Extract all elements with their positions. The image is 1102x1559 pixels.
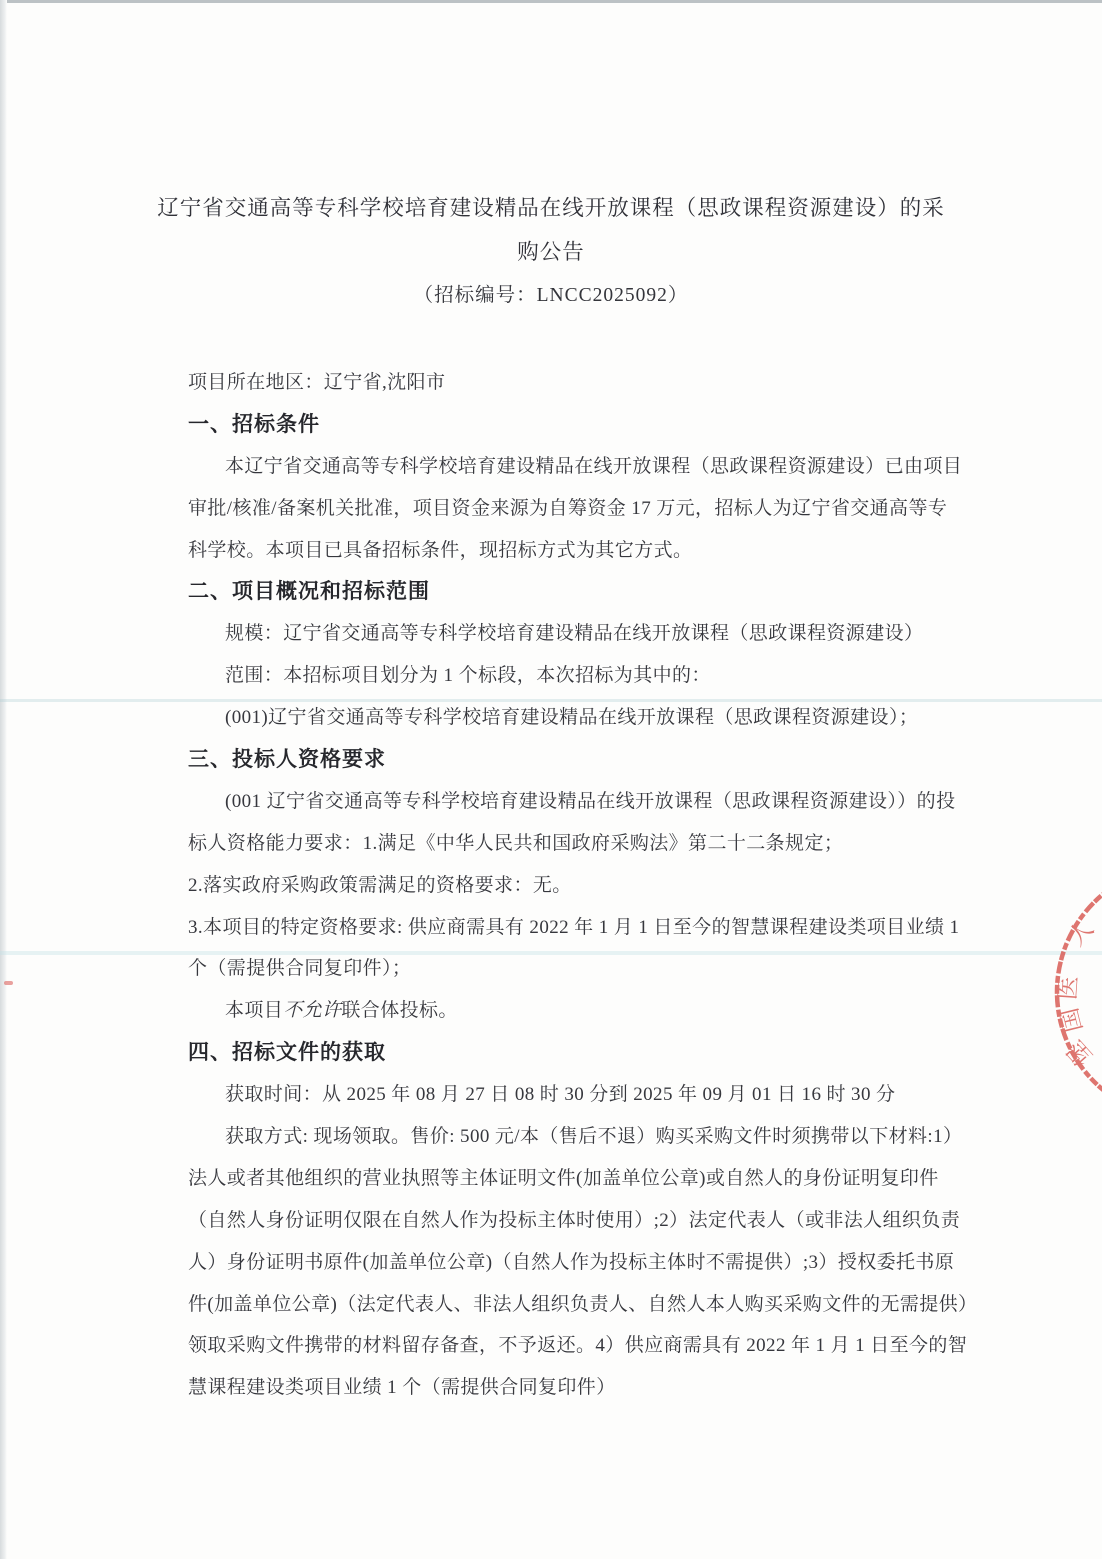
section4-paragraph-line: 慧课程建设类项目业绩 1 个（需提供合同复印件） <box>188 1377 616 1399</box>
tender-number: （招标编号：LNCC2025092） <box>413 285 689 306</box>
section4-paragraph-line: 件(加盖单位公章)（法定代表人、非法人组织负责人、自然人本人购买采购文件的无需提供） <box>188 1293 978 1315</box>
seal-glyph: 人 <box>1063 916 1100 952</box>
section-heading-2: 二、项目概况和招标范围 <box>188 579 430 604</box>
section3-paragraph-line: 3.本项目的特定资格要求: 供应商需具有 2022 年 1 月 1 日至今的智慧课程建设类项目业绩 1 <box>188 916 960 938</box>
section4-method-line: 获取方式: 现场领取。售价: 500 元/本（售后不退）购买采购文件时须携带以下材料:1） <box>225 1126 963 1148</box>
seal-ring <box>1057 865 1102 1119</box>
scan-red-mark <box>4 981 13 985</box>
section-heading-3: 三、投标人资格要求 <box>188 747 386 772</box>
section4-paragraph-line: 领取采购文件携带的材料留存备查，不予返还。4）供应商需具有 2022 年 1 月 1 日至今的智 <box>188 1335 968 1357</box>
seal-glyph: 国 <box>1056 1005 1089 1035</box>
red-seal-stamp <box>1040 858 1102 1150</box>
section2-scope-line: 范围：本招标项目划分为 1 个标段，本次招标为其中的： <box>225 665 711 687</box>
section3-paragraph-line: 2.落实政府采购政策需满足的资格要求：无。 <box>188 874 572 896</box>
page-top-edge <box>0 0 1102 3</box>
section2-lot-line: (001)辽宁省交通高等专科学校培育建设精品在线开放课程（思政课程资源建设）； <box>225 707 919 729</box>
section1-paragraph-line: 审批/核准/备案机关批准，项目资金来源为自筹资金 17 万元，招标人为辽宁省交通高等专 <box>188 497 948 519</box>
section3-paragraph-line: 个（需提供合同复印件）； <box>188 958 412 980</box>
joint-bid-emphasis: 不允许 <box>283 1000 342 1022</box>
section4-paragraph-line: 法人或者其他组织的营业执照等主体证明文件(加盖单位公章)或自然人的身份证明复印件 <box>188 1167 939 1189</box>
section4-paragraph-line: （自然人身份证明仅限在自然人作为投标主体时使用）;2）法定代表人（或非法人组织负责 <box>188 1209 961 1231</box>
document-body <box>188 362 978 1409</box>
section-heading-4: 四、招标文件的获取 <box>188 1040 386 1065</box>
section2-scale-line: 规模：辽宁省交通高等专科学校培育建设精品在线开放课程（思政课程资源建设） <box>225 623 924 645</box>
joint-bid-prefix: 本项目 <box>225 1000 284 1022</box>
seal-glyph: 医 <box>1055 975 1083 1001</box>
section3-paragraph-line: (001 辽宁省交通高等专科学校培育建设精品在线开放课程（思政课程资源建设））的投 <box>225 790 956 812</box>
section3-paragraph-line: 标人资格能力要求：1.满足《中华人民共和国政府采购法》第二十二条规定； <box>188 832 844 854</box>
document-title-line1: 辽宁省交通高等专科学校培育建设精品在线开放课程（思政课程资源建设）的采 <box>157 196 945 220</box>
seal-glyph: 堡 <box>1062 1034 1098 1070</box>
document-title-line2: 购公告 <box>517 240 585 264</box>
section4-paragraph-line: 人）身份证明书原件(加盖单位公章)（自然人作为投标主体时不需提供）;3）授权委托书原 <box>188 1251 955 1273</box>
section1-paragraph-line: 科学校。本项目已具备招标条件，现招标方式为其它方式。 <box>188 539 693 561</box>
section4-time-line: 获取时间：从 2025 年 08 月 27 日 08 时 30 分到 2025 年 09 月 01 日 16 时 30 分 <box>225 1084 896 1106</box>
joint-bid-suffix: 联合体投标。 <box>341 1000 458 1022</box>
joint-bid-line <box>188 990 948 1032</box>
document-title-block <box>0 186 1102 316</box>
project-location: 项目所在地区：辽宁省,沈阳市 <box>188 372 446 393</box>
section-heading-1: 一、招标条件 <box>188 411 320 436</box>
section1-paragraph-line: 本辽宁省交通高等专科学校培育建设精品在线开放课程（思政课程资源建设）已由项目 <box>225 455 963 477</box>
